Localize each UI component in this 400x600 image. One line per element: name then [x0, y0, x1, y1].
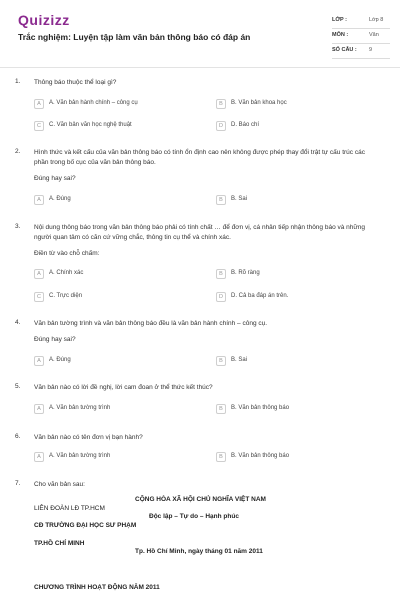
option-letter: B	[216, 99, 226, 109]
question-text-line: Nội dung thông báo trong văn bản thông báo phải có tính chất … để đơn vị, cá nhân tiếp nhận thông báo và những	[34, 224, 365, 231]
page-header	[0, 0, 400, 68]
option-text: C. Văn bản văn học nghệ thuật	[49, 122, 132, 128]
meta-label: LỚP :	[332, 17, 347, 23]
option-text: B. Văn bản thông báo	[231, 405, 290, 411]
program-title: CHƯƠNG TRÌNH HOẠT ĐỘNG NĂM 2011	[34, 584, 160, 591]
option-letter: B	[216, 404, 226, 414]
national-title: CỘNG HÒA XÃ HỘI CHỦ NGHĨA VIỆT NAM	[135, 496, 266, 503]
option-a[interactable]	[34, 404, 194, 414]
question-text-line: phần trong bố cục của văn bản thông báo.	[34, 158, 156, 166]
meta-value: Lớp 8	[369, 17, 384, 23]
option-letter: A	[34, 99, 44, 109]
option-letter: B	[216, 356, 226, 366]
option-b[interactable]	[216, 269, 376, 279]
question-text	[34, 223, 389, 242]
option-text: A. Chính xác	[49, 270, 84, 276]
city-name: TP.HỒ CHÍ MINH	[34, 540, 85, 547]
option-letter: B	[216, 195, 226, 205]
option-text: A. Văn bản hành chính – công cụ	[49, 100, 138, 106]
question-number: 7.	[15, 480, 21, 487]
option-letter: C	[34, 121, 44, 131]
option-letter: A	[34, 404, 44, 414]
option-letter: B	[216, 269, 226, 279]
option-b[interactable]	[216, 404, 376, 414]
option-letter: B	[216, 452, 226, 462]
meta-row-count	[332, 44, 390, 59]
option-a[interactable]	[34, 99, 194, 109]
question-text	[34, 148, 389, 167]
option-text: B. Sai	[231, 357, 248, 363]
option-text: A. Văn bản tường trình	[49, 405, 111, 411]
option-c[interactable]	[34, 292, 194, 302]
option-text: A. Đúng	[49, 196, 71, 202]
question-number: 6.	[15, 433, 21, 440]
question-number: 1.	[15, 78, 21, 85]
option-text: D. Cả ba đáp án trên.	[231, 293, 289, 299]
option-b[interactable]	[216, 356, 376, 366]
question-number: 5.	[15, 383, 21, 390]
option-letter: D	[216, 292, 226, 302]
option-text: B. Rõ ràng	[231, 270, 260, 276]
option-letter: A	[34, 195, 44, 205]
meta-row-class	[332, 14, 390, 29]
option-a[interactable]	[34, 452, 194, 462]
option-a[interactable]	[34, 195, 194, 205]
meta-value: Văn	[369, 32, 379, 38]
option-d[interactable]	[216, 292, 376, 302]
meta-label: SỐ CÂU :	[332, 47, 357, 53]
question-text: Văn bản nào có lời đề nghị, lời cam đoan ở thể thức kết thúc?	[34, 384, 213, 391]
union-name: LIÊN ĐOÀN LĐ TP.HCM	[34, 505, 105, 512]
meta-box	[332, 14, 390, 59]
meta-label: MÔN :	[332, 32, 349, 38]
question-text: Thông báo thuộc thể loại gì?	[34, 79, 117, 86]
option-text: B. Văn bản khoa học	[231, 100, 287, 106]
option-text: B. Sai	[231, 196, 248, 202]
option-a[interactable]	[34, 269, 194, 279]
question-number: 2.	[15, 148, 21, 155]
option-b[interactable]	[216, 99, 376, 109]
document-date: Tp. Hồ Chí Minh, ngày tháng 01 năm 2011	[135, 548, 263, 555]
question-subprompt: Đúng hay sai?	[34, 175, 76, 182]
meta-row-subject	[332, 29, 390, 44]
option-text: D. Báo chí	[231, 122, 260, 128]
question-text: Văn bản nào có tên đơn vị bạn hành?	[34, 434, 143, 441]
question-text: Cho văn bản sau:	[34, 481, 85, 488]
org-name: CĐ TRƯỜNG ĐẠI HỌC SƯ PHẠM	[34, 522, 137, 529]
option-letter: A	[34, 356, 44, 366]
question-number: 4.	[15, 319, 21, 326]
page-title: Trắc nghiệm: Luyện tập làm văn bản thông báo có đáp án	[18, 32, 251, 42]
option-text: C. Trực diện	[49, 293, 83, 299]
meta-value: 9	[369, 47, 373, 53]
option-letter: C	[34, 292, 44, 302]
option-letter: D	[216, 121, 226, 131]
question-number: 3.	[15, 223, 21, 230]
question-subprompt: Điền từ vào chỗ chấm:	[34, 250, 100, 257]
national-motto: Độc lập – Tự do – Hạnh phúc	[149, 513, 239, 520]
option-letter: A	[34, 269, 44, 279]
quizizz-logo: Quizizz	[18, 12, 70, 28]
option-d[interactable]	[216, 121, 376, 131]
option-b[interactable]	[216, 195, 376, 205]
question-subprompt: Đúng hay sai?	[34, 336, 76, 343]
option-c[interactable]	[34, 121, 194, 131]
question-text: Văn bản tường trình và văn bản thông báo đều là văn bản hành chính – công cụ.	[34, 320, 268, 327]
option-text: A. Đúng	[49, 357, 71, 363]
question-text-line: người quan tâm có căn cứ vững chắc, thông tin cụ thể và chính xác.	[34, 233, 231, 241]
option-text: A. Văn bản tường trình	[49, 453, 111, 459]
question-text-line: Hình thức và kết cấu của văn bản thông báo có tính ổn định cao nên không được phép thay đổi trật tự cấu trúc các	[34, 149, 365, 156]
option-letter: A	[34, 452, 44, 462]
option-a[interactable]	[34, 356, 194, 366]
option-b[interactable]	[216, 452, 376, 462]
option-text: B. Văn bản thông báo	[231, 453, 290, 459]
